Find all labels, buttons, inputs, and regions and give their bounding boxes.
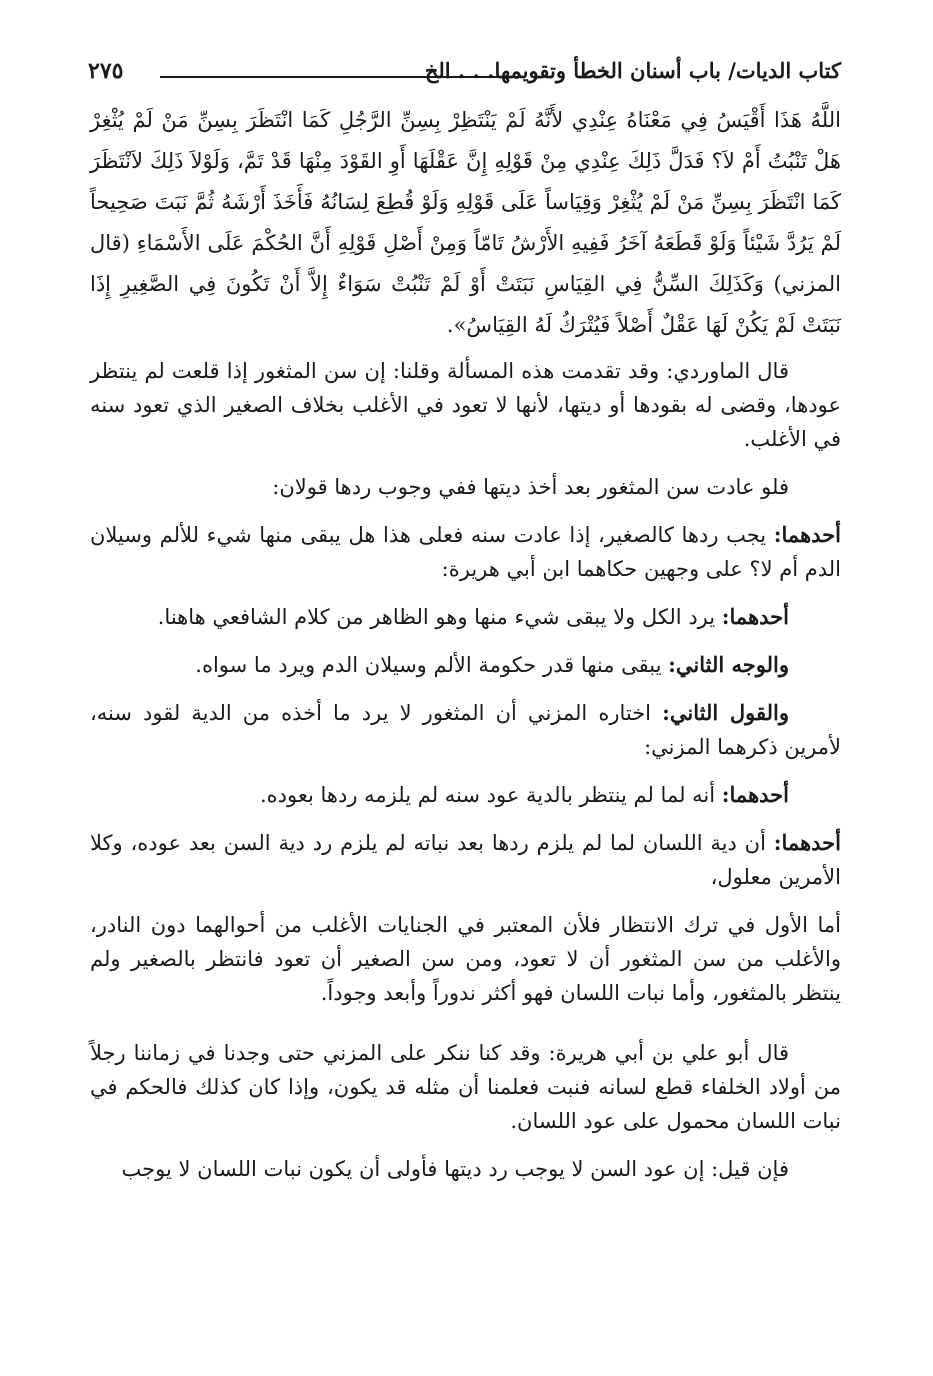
page-header bbox=[88, 58, 841, 92]
paragraph-lead: أحدهما: bbox=[773, 830, 841, 855]
page-number: ٢٧٥ bbox=[88, 58, 124, 84]
paragraph-text: يجب ردها كالصغير، إذا عادت سنه فعلى هذا هل يبقى منها شيء للألم وسيلان الدم أم لا؟ على وجهين حكاهما ابن أبي هريرة: bbox=[90, 523, 841, 581]
paragraph-text: يبقى منها قدر حكومة الألم وسيلان الدم ويرد ما سواه. bbox=[195, 653, 669, 677]
paragraph-lead: والقول الثاني: bbox=[662, 700, 789, 725]
paragraph bbox=[90, 1152, 841, 1186]
paragraph bbox=[90, 1036, 841, 1138]
paragraph bbox=[90, 648, 841, 682]
paragraph-lead: أحدهما: bbox=[773, 522, 841, 547]
paragraph bbox=[90, 908, 841, 1010]
paragraph bbox=[90, 696, 841, 764]
running-title: كتاب الديات/ باب أسنان الخطأ وتقويمها. . . الخ bbox=[424, 58, 841, 83]
paragraph bbox=[90, 470, 841, 504]
paragraph bbox=[90, 778, 841, 812]
page-body bbox=[90, 100, 841, 1200]
paragraph bbox=[90, 600, 841, 634]
quoted-text: اللَّهُ هَذَا أَقْيَسُ فِي مَعْنَاهُ عِنْدِي لأَنَّهُ لَمْ يَنْتَظِرْ بِسِنِّ الرَّجُلِ كَمَا انْتَظَرَ بِسِنِّ مَنْ لَمْ يُثْغِرْ هَلْ تَنْبُتُ أَمْ لاَ؟ فَدَلَّ ذَلِكَ عِنْدِي مِنْ قَوْلِهِ إِنَّ عَقْلَهَا أَوِ القَوْدَ مِنْهَا قَدْ تَمَّ، وَلَوْلاَ ذَلِكَ لاَنْتَظَرَ كَمَا انْتَظَرَ بِسِنِّ مَنْ لَمْ يُثْغِرْ وَقِيَاساً عَلَى قَوْلِهِ وَلَوْ قُطِعَ لِسَانُهُ فَأَخَذَ أَرْشَهُ ثُمَّ نَبَتَ صَحِيحاً لَمْ يَرُدَّ شَيْئاً وَلَوْ قَطَعَهُ آخَرُ فَفِيهِ الأَرْشُ تَامّاً وَمِنْ أَصْلِ قَوْلِهِ أَنَّ الحُكْمَ عَلَى الأَسْمَاءِ (قال المزني) وَكَذَلِكَ السِّنُّ فِي القِيَاسِ نَبَتَتْ أَوْ لَمْ تَنْبُتْ سَوَاءٌ إِلاَّ أَنْ تَكُونَ فِي الصَّغِيرِ إِذَا نَبَتَتْ لَمْ يَكُنْ لَهَا عَقْلٌ أَصْلاً فَيُتْرَكُ لَهُ القِيَاسُ». bbox=[90, 108, 841, 337]
paragraph-text: أما الأول في ترك الانتظار فلأن المعتبر في الجنايات الأغلب من أحوالهما دون النادر، والأغلب من سن المثغور أن لا تعود، ومن سن الصغير أن تعود فانتظر بالصغير ولم ينتظر بالمثغور، وأما نبات اللسان فهو أكثر ندوراً وأبعد وجوداً. bbox=[90, 913, 841, 1005]
paragraph-text: قال الماوردي: وقد تقدمت هذه المسألة وقلنا: إن سن المثغور إذا قلعت لم ينتظر عودها، وقضى له بقودها أو ديتها، لأنها لا تعود في الأغلب بخلاف الصغير الذي تعود سنه في الأغلب. bbox=[90, 359, 841, 451]
paragraph bbox=[90, 354, 841, 456]
paragraph bbox=[90, 826, 841, 894]
paragraph-text: فإن قيل: إن عود السن لا يوجب رد ديتها فأولى أن يكون نبات اللسان لا يوجب bbox=[121, 1157, 789, 1181]
paragraph-text: أن دية اللسان لما لم يلزم ردها بعد نباته لم يلزم رد دية السن بعد عوده، وكلا الأمرين معلول، bbox=[90, 831, 841, 889]
header-rule bbox=[160, 76, 519, 78]
paragraph-text: فلو عادت سن المثغور بعد أخذ ديتها ففي وجوب ردها قولان: bbox=[272, 475, 789, 499]
paragraph-text: يرد الكل ولا يبقى شيء منها وهو الظاهر من كلام الشافعي هاهنا. bbox=[157, 605, 722, 629]
paragraph-lead: والوجه الثاني: bbox=[668, 652, 789, 677]
paragraph-lead: أحدهما: bbox=[721, 782, 789, 807]
paragraph-lead: أحدهما: bbox=[721, 604, 789, 629]
paragraph bbox=[90, 518, 841, 586]
paragraph-text: اختاره المزني أن المثغور لا يرد ما أخذه من الدية لقود سنه، لأمرين ذكرهما المزني: bbox=[90, 701, 841, 759]
paragraph-text: أنه لما لم ينتظر بالدية عود سنه لم يلزمه ردها بعوده. bbox=[259, 783, 722, 807]
paragraph-text: قال أبو علي بن أبي هريرة: وقد كنا ننكر على المزني حتى وجدنا في زماننا رجلاً من أولاد الخلفاء قطع لسانه فنبت فعلمنا أن مثله قد يكون، وإذا كان كذلك فالحكم في نبات اللسان محمول على عود اللسان. bbox=[90, 1041, 841, 1133]
